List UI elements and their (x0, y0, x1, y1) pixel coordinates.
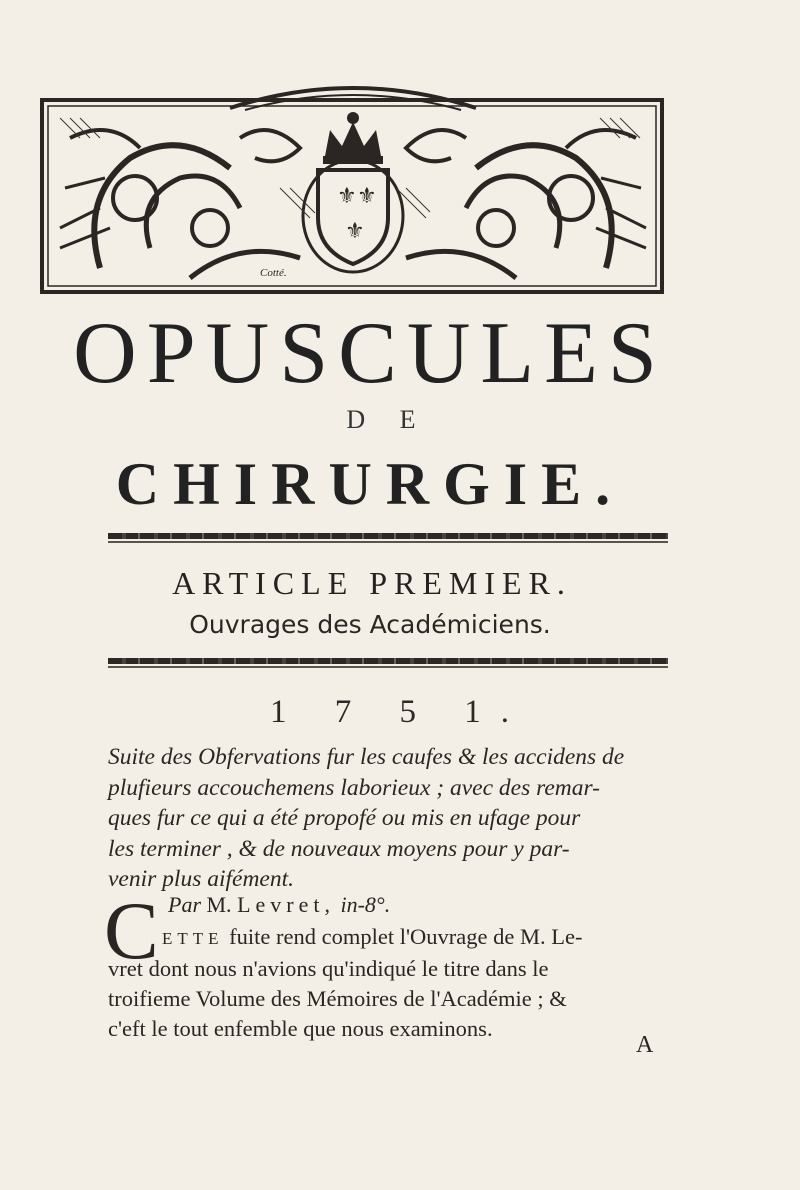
summary-line: ques fur ce qui a été propofé ou mis en ufage pour (108, 805, 581, 831)
author-prefix: Par (168, 892, 201, 917)
body-line-first (108, 922, 668, 954)
summary-line: venir plus aifément. (108, 866, 295, 892)
title-chirurgie: CHIRURGIE. (115, 451, 625, 517)
drop-cap: C (104, 885, 159, 976)
svg-text:⚜: ⚜ (337, 184, 357, 209)
royal-shield-icon (303, 160, 403, 272)
engraver-signature: Cotté. (260, 267, 287, 279)
body-line: vret dont nous n'avions qu'indiqué le titre dans le (108, 956, 549, 981)
right-scrollwork (406, 130, 646, 278)
svg-text:⚜: ⚜ (357, 184, 377, 209)
author-name: Levret, (237, 892, 335, 917)
ornamental-headpiece (40, 78, 666, 296)
decorative-rule-top (108, 533, 668, 539)
article-subheading: Ouvrages des Académiciens. (189, 610, 551, 639)
year: 1 7 5 1. (270, 694, 529, 730)
author-line (168, 892, 390, 918)
decorative-rule-bottom (108, 658, 668, 664)
summary-line: plufieurs accouchemens laborieux ; avec des remar- (108, 774, 601, 801)
author-honorific: M. (206, 892, 232, 917)
rule-thin-top (108, 541, 668, 543)
article-heading: ARTICLE PREMIER. (172, 565, 572, 601)
left-scrollwork (60, 130, 300, 278)
title-opuscules: OPUSCULES (73, 305, 667, 402)
svg-text:⚜: ⚜ (345, 219, 365, 244)
title-de: D E (346, 405, 430, 434)
body-line: c'eft le tout enfemble que nous examinons. (108, 1016, 493, 1041)
crown-icon (323, 112, 383, 164)
body-line: troifieme Volume des Mémoires de l'Académie ; & (108, 986, 567, 1011)
first-line-rest: fuite rend complet l'Ouvrage de M. Le- (229, 924, 583, 949)
summary-paragraph (108, 742, 668, 895)
summary-line: Suite des Obfervations fur les caufes & les accidens de (108, 744, 625, 770)
rule-thin-bottom (108, 666, 668, 668)
catchword: A (636, 1032, 654, 1058)
author-format: in-8°. (340, 892, 391, 917)
first-word: ETTE (162, 929, 224, 948)
body-paragraph (108, 922, 668, 1044)
summary-line: les terminer , & de nouveaux moyens pour y par- (108, 835, 570, 862)
